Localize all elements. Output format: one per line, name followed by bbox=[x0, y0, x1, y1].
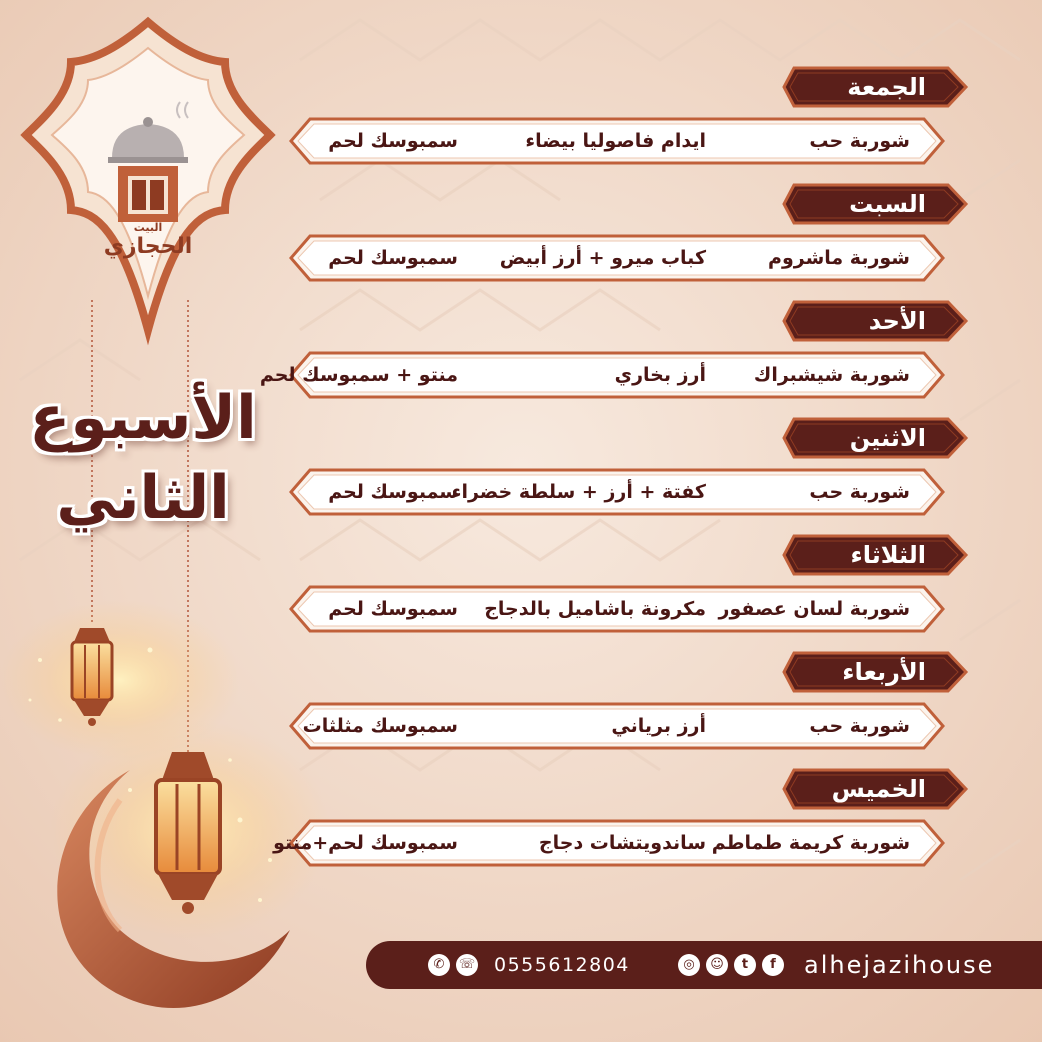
day-name: الأحد bbox=[868, 307, 926, 335]
day-name: الخميس bbox=[831, 775, 926, 803]
facebook-icon[interactable]: f bbox=[762, 954, 784, 976]
week-title-line2: الثاني bbox=[56, 463, 230, 533]
dish-item: شوربة ماشروم bbox=[768, 247, 910, 269]
day-banner bbox=[780, 300, 970, 342]
menu-row bbox=[288, 584, 946, 634]
menu-row bbox=[259, 350, 946, 400]
dish-item: شوربة شيشبراك bbox=[753, 364, 910, 386]
day-banner bbox=[780, 534, 970, 576]
logo-text bbox=[98, 222, 198, 260]
dish-item: شوربة لسان عصفور bbox=[718, 598, 910, 620]
social-handle[interactable]: alhejazihouse bbox=[804, 951, 995, 979]
dish-item: أرز بخاري bbox=[614, 364, 706, 386]
dish-item: شوربة حب bbox=[809, 715, 910, 737]
menu-row bbox=[288, 467, 946, 517]
dish-item: ساندويتشات دجاج bbox=[538, 832, 706, 854]
dish-item: شوربة حب bbox=[809, 481, 910, 503]
dish-item: كباب ميرو + أرز أبيض bbox=[499, 247, 706, 269]
dish-item: أرز برياني bbox=[611, 715, 706, 737]
phone-icon[interactable]: ✆ bbox=[428, 954, 450, 976]
dish-item: شوربة حب bbox=[809, 130, 910, 152]
menu-row bbox=[288, 233, 946, 283]
dish-item: سمبوسك مثلثات bbox=[302, 715, 458, 737]
day-banner bbox=[780, 183, 970, 225]
logo-line1: البيت bbox=[133, 221, 163, 234]
dish-item: ايدام فاصوليا بيضاء bbox=[525, 130, 706, 152]
day-banner bbox=[780, 768, 970, 810]
instagram-icon[interactable]: ◎ bbox=[678, 954, 700, 976]
day-name: الاثنين bbox=[849, 424, 926, 452]
snapchat-icon[interactable]: ☺ bbox=[706, 954, 728, 976]
dish-item: سمبوسك لحم bbox=[328, 481, 458, 503]
menu-row bbox=[273, 818, 946, 868]
day-banner bbox=[780, 66, 970, 108]
day-name: الأربعاء bbox=[842, 658, 926, 686]
week-title-line1: الأسبوع bbox=[29, 383, 257, 453]
day-name: السبت bbox=[849, 190, 926, 218]
menu-row bbox=[288, 701, 946, 751]
dish-item: سمبوسك لحم bbox=[328, 130, 458, 152]
dish-item: كفتة + أرز + سلطة خضراء bbox=[451, 481, 706, 503]
dish-item: سمبوسك لحم bbox=[328, 247, 458, 269]
day-banner bbox=[780, 651, 970, 693]
dish-item: سمبوسك لحم+منتو bbox=[273, 832, 458, 854]
menu-row bbox=[288, 116, 946, 166]
dish-item: مكرونة باشاميل بالدجاج bbox=[484, 598, 706, 620]
day-name: الثلاثاء bbox=[850, 541, 926, 569]
whatsapp-icon[interactable]: ☏ bbox=[456, 954, 478, 976]
twitter-icon[interactable]: t bbox=[734, 954, 756, 976]
day-banner bbox=[780, 417, 970, 459]
logo-line2: الحجازي bbox=[103, 234, 193, 259]
day-name: الجمعة bbox=[847, 73, 926, 101]
phone-number[interactable]: 0555612804 bbox=[494, 954, 630, 976]
dish-item: شوربة كريمة طماطم bbox=[711, 832, 910, 854]
footer-bar bbox=[366, 941, 1042, 989]
dish-item: منتو + سمبوسك لحم bbox=[259, 364, 458, 386]
dish-item: سمبوسك لحم bbox=[328, 598, 458, 620]
